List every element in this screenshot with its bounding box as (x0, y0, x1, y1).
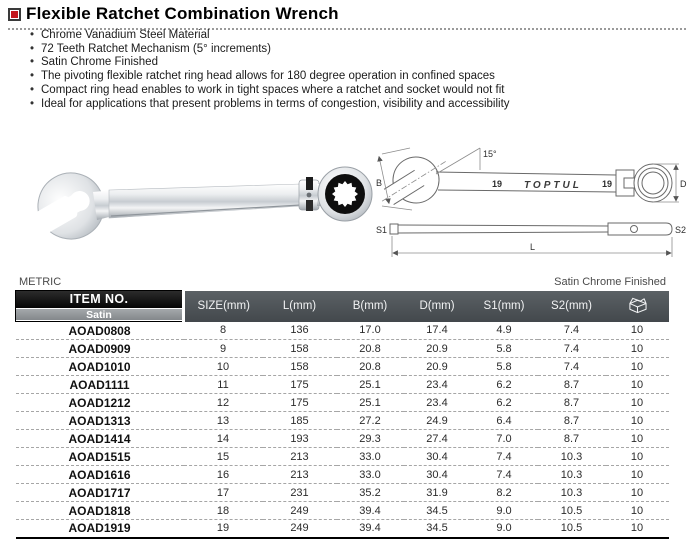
spec-cell: 24.9 (404, 412, 471, 430)
item-no-cell: AOAD1414 (16, 430, 184, 448)
spec-cell: 10.5 (538, 502, 606, 520)
label-d: D (680, 179, 687, 189)
spec-cell: 10 (606, 376, 669, 394)
table-row (16, 394, 669, 412)
angle-callout (436, 148, 497, 174)
dimension-diagram-front (376, 142, 688, 218)
spec-cell: 20.9 (404, 340, 471, 358)
spec-cell: 15 (184, 448, 263, 466)
spec-cell: 7.4 (538, 340, 606, 358)
spec-cell: 8.7 (538, 430, 606, 448)
spec-cell: 7.4 (538, 358, 606, 376)
ring-outline (634, 164, 672, 202)
label-l: L (530, 242, 536, 252)
item-no-cell: AOAD1313 (16, 412, 184, 430)
brand-stamp: TOPTUL (524, 180, 582, 191)
box-icon (626, 295, 649, 314)
spec-cell: 10 (606, 358, 669, 376)
table-row (16, 502, 669, 520)
item-no-cell: AOAD0808 (16, 322, 184, 340)
spec-cell: 193 (263, 430, 337, 448)
table-row (16, 376, 669, 394)
spec-cell: 20.8 (337, 340, 404, 358)
spec-table-body (16, 322, 669, 538)
feature-item: • Compact ring head enables to work in tight spaces where a ratchet and socket would not fit (30, 84, 510, 98)
spec-cell: 6.4 (471, 412, 538, 430)
spec-cell: 10.3 (538, 466, 606, 484)
spec-table (15, 290, 669, 539)
label-s1: S1 (376, 225, 388, 235)
spec-cell: 158 (263, 358, 337, 376)
spec-cell: 10 (184, 358, 263, 376)
column-header-s2: S2(mm) (538, 291, 606, 322)
spec-cell: 33.0 (337, 466, 404, 484)
spec-cell: 12 (184, 394, 263, 412)
table-row (16, 340, 669, 358)
spec-cell: 10.5 (538, 520, 606, 538)
spec-cell: 213 (263, 448, 337, 466)
spec-cell: 30.4 (404, 448, 471, 466)
feature-item: • The pivoting flexible ratchet ring head allows for 180 degree operation in confined spaces (30, 70, 510, 84)
spec-cell: 20.9 (404, 358, 471, 376)
spec-cell: 4.9 (471, 322, 538, 340)
spec-cell: 8.7 (538, 394, 606, 412)
spec-cell: 13 (184, 412, 263, 430)
table-row (16, 430, 669, 448)
spec-cell: 39.4 (337, 520, 404, 538)
pivot-pin (307, 193, 312, 198)
yoke-outline (616, 170, 634, 196)
table-row (16, 412, 669, 430)
spec-cell: 7.4 (471, 448, 538, 466)
spec-cell: 249 (263, 502, 337, 520)
spec-cell: 33.0 (337, 448, 404, 466)
spec-cell: 8 (184, 322, 263, 340)
spec-cell: 30.4 (404, 466, 471, 484)
spec-cell: 25.1 (337, 376, 404, 394)
spec-cell: 10 (606, 484, 669, 502)
spec-cell: 31.9 (404, 484, 471, 502)
spec-cell: 39.4 (337, 502, 404, 520)
spec-cell: 10 (606, 430, 669, 448)
table-row (16, 358, 669, 376)
column-header-size: SIZE(mm) (184, 291, 263, 322)
spec-cell: 27.2 (337, 412, 404, 430)
spec-cell: 27.4 (404, 430, 471, 448)
side-profile-outline (390, 223, 672, 235)
spec-cell: 158 (263, 340, 337, 358)
spec-cell: 23.4 (404, 394, 471, 412)
spec-cell: 6.2 (471, 376, 538, 394)
item-no-cell: AOAD1818 (16, 502, 184, 520)
column-header-d: D(mm) (404, 291, 471, 322)
item-no-cell: AOAD1616 (16, 466, 184, 484)
spec-cell: 7.0 (471, 430, 538, 448)
spec-cell: 8.7 (538, 412, 606, 430)
spec-cell: 17.0 (337, 322, 404, 340)
section-bullet-icon (8, 8, 21, 21)
flex-joint-slot-lower (306, 200, 313, 211)
spec-cell: 9.0 (471, 502, 538, 520)
spec-cell: 10.3 (538, 448, 606, 466)
spec-cell: 213 (263, 466, 337, 484)
item-no-cell: AOAD1010 (16, 358, 184, 376)
item-no-cell: AOAD0909 (16, 340, 184, 358)
size-stamp-right: 19 (602, 179, 613, 189)
spec-cell: 14 (184, 430, 263, 448)
item-no-cell: AOAD1919 (16, 520, 184, 538)
spec-cell: 19 (184, 520, 263, 538)
spec-cell: 10 (606, 322, 669, 340)
item-no-cell: AOAD1212 (16, 394, 184, 412)
dimension-diagram-side (376, 219, 688, 263)
label-s2: S2 (675, 225, 687, 235)
table-meta (15, 276, 668, 290)
spec-cell: 23.4 (404, 376, 471, 394)
dimension-d (653, 164, 687, 202)
table-row (16, 322, 669, 340)
spec-cell: 16 (184, 466, 263, 484)
feature-item: • 72 Teeth Ratchet Mechanism (5° increments) (30, 43, 510, 57)
spec-cell: 9.0 (471, 520, 538, 538)
column-header-qty (606, 291, 669, 322)
spec-cell: 18 (184, 502, 263, 520)
table-row (16, 520, 669, 538)
spec-cell: 7.4 (471, 466, 538, 484)
spec-cell: 8.7 (538, 376, 606, 394)
item-no-cell: AOAD1717 (16, 484, 184, 502)
spec-section (15, 276, 668, 539)
spec-cell: 29.3 (337, 430, 404, 448)
spec-cell: 34.5 (404, 502, 471, 520)
feature-item: • Satin Chrome Finished (30, 56, 510, 70)
spec-cell: 6.2 (471, 394, 538, 412)
spec-cell: 20.8 (337, 358, 404, 376)
spec-cell: 10 (606, 394, 669, 412)
spec-cell: 175 (263, 376, 337, 394)
spec-cell: 10.3 (538, 484, 606, 502)
spec-cell: 5.8 (471, 340, 538, 358)
feature-item: • Ideal for applications that present problems in terms of congestion, visibility and accessibility (30, 98, 510, 112)
spec-cell: 10 (606, 340, 669, 358)
unit-label: METRIC (19, 276, 62, 288)
finish-label: Satin Chrome Finished (554, 276, 666, 288)
flex-joint-slot (306, 177, 313, 190)
item-no-cell: AOAD1515 (16, 448, 184, 466)
spec-cell: 34.5 (404, 520, 471, 538)
spec-cell: 17 (184, 484, 263, 502)
spec-cell: 136 (263, 322, 337, 340)
spec-cell: 249 (263, 520, 337, 538)
table-row (16, 466, 669, 484)
column-header-b: B(mm) (337, 291, 404, 322)
table-row (16, 484, 669, 502)
table-row (16, 448, 669, 466)
spec-cell: 17.4 (404, 322, 471, 340)
feature-list (30, 29, 510, 111)
spec-cell: 231 (263, 484, 337, 502)
label-b: B (376, 178, 383, 188)
item-no-subheader-label: Satin (16, 308, 182, 320)
product-photo (5, 150, 375, 262)
spec-cell: 175 (263, 394, 337, 412)
title-block (8, 4, 686, 30)
size-stamp-left: 19 (492, 179, 503, 189)
spec-cell: 10 (606, 466, 669, 484)
page-title: Flexible Ratchet Combination Wrench (26, 4, 339, 23)
spec-table-head (16, 291, 669, 322)
column-header-s1: S1(mm) (471, 291, 538, 322)
spec-cell: 35.2 (337, 484, 404, 502)
column-header-l: L(mm) (263, 291, 337, 322)
spec-cell: 10 (606, 448, 669, 466)
spec-cell: 185 (263, 412, 337, 430)
item-no-cell: AOAD1111 (16, 376, 184, 394)
feature-item: • Chrome Vanadium Steel Material (30, 29, 510, 43)
spec-cell: 8.2 (471, 484, 538, 502)
spec-cell: 7.4 (538, 322, 606, 340)
item-no-header (16, 291, 184, 322)
spec-cell: 10 (606, 502, 669, 520)
dimension-l (392, 236, 672, 257)
spec-cell: 9 (184, 340, 263, 358)
spec-cell: 10 (606, 520, 669, 538)
label-angle: 15° (483, 149, 497, 159)
spec-cell: 10 (606, 412, 669, 430)
ratchet-ring-head (317, 167, 372, 221)
spec-cell: 11 (184, 376, 263, 394)
spec-cell: 25.1 (337, 394, 404, 412)
spec-cell: 5.8 (471, 358, 538, 376)
wrench-shaft (109, 184, 301, 218)
item-no-header-label: ITEM NO. (16, 291, 182, 308)
